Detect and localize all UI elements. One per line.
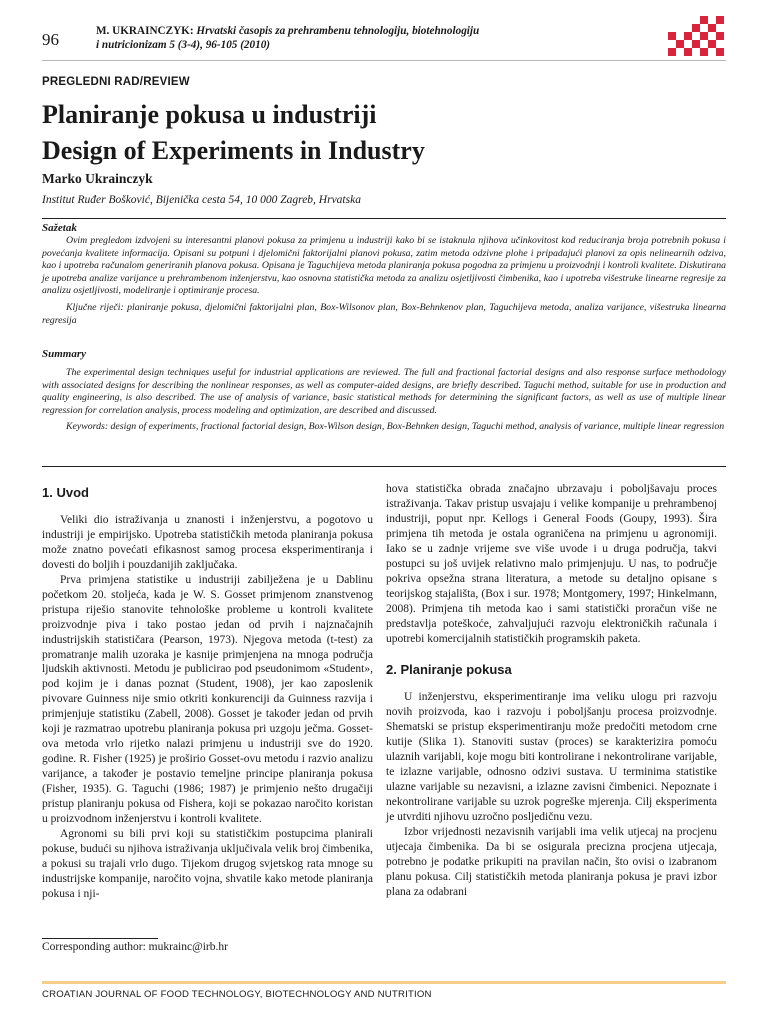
logo-square: [716, 16, 724, 24]
abstract-en: [42, 367, 726, 434]
body-paragraph: Izbor vrijednosti nezavisnih varijabli ima velik utjecaj na procjenu utjecaja čimbenika. Da bi se osigurala precizna procjena utjecaja, potrebno je podatke prikupiti na pravilan način, što ovisi o izabranom planu pokusa. Cilj statističkih metoda planiranja pokusa je pravi izbor plana za odabrani: [386, 826, 717, 898]
logo-square: [684, 48, 692, 56]
logo-square: [676, 40, 684, 48]
abstract-hr: [42, 235, 726, 327]
header-divider: [42, 60, 726, 61]
author-name: Marko Ukrainczyk: [42, 171, 153, 186]
logo-square: [692, 24, 700, 32]
footer-rule: [42, 981, 726, 984]
keywords-hr: Ključne riječi: planiranje pokusa, djelomični faktorijalni plan, Box-Wilsonov plan, Box-Behnkenov plan, Taguchijeva metoda, analiza varijance, višestruka linearna regresija: [42, 301, 726, 326]
logo-square: [668, 48, 676, 56]
title-croatian: Planiranje pokusa u industriji: [42, 100, 377, 129]
logo-square: [684, 32, 692, 40]
article-category: PREGLEDNI RAD/REVIEW: [42, 76, 190, 88]
corresponding-author: Corresponding author: mukrainc@irb.hr: [42, 941, 228, 953]
abstract-en-heading: Summary: [42, 348, 87, 360]
body-paragraph: Veliki dio istraživanja u znanosti i inženjerstvu, a pogotovo u industriji je empirijsko. Upotreba statističkih metoda planiranja pokusa može znatno povećati efikasnost samog procesa eksperimentiranja i dovesti do boljih i pouzdanijih zaključaka.: [42, 513, 373, 571]
footnote-divider: [42, 938, 158, 939]
abstract-hr-heading: Sažetak: [42, 222, 77, 234]
logo-square: [700, 48, 708, 56]
running-header: [96, 24, 536, 52]
journal-citation-line2: i nutricionizam 5 (3-4), 96-105 (2010): [96, 39, 271, 51]
body-left-column: [42, 482, 373, 902]
logo-square: [716, 48, 724, 56]
author-affiliation: Institut Ruđer Bošković, Bijenička cesta 54, 10 000 Zagreb, Hrvatska: [42, 194, 361, 206]
body-paragraph: U inženjerstvu, eksperimentiranje ima veliku ulogu pri razvoju novih proizvoda, kao i razvoju i poboljšanju procesa proizvodnje. Shematski se pristup eksperimentiranju može predočiti metodom crne kutije (Slika 1). Stanoviti sustav (proces) se karakterizira pomoću ulaznih varijabli, koje mogu biti kontrolirane i nekontrolirane varijable, te izlazne varijable, odnosno odzivi sustava. U terminima statistike ulazne varijable su nezavisni, a izlazne zavisni čimbenici. Nepoznate i nekontrolirane varijable su uzrok pogreške mjerenja. Cilj eksperimenta je utvrditi njihovu uzročno posljedičnu vezu.: [386, 691, 717, 824]
body-paragraph: hova statistička obrada značajno ubrzavaju i poboljšavaju proces istraživanja. Takav pristup usvajaju i velike kompanije u prehrambenoj industriji, poput npr. Kellogs i General Foods (Goupy, 1993). Šira primjena tih metoda je ostala ograničena na primjenu u agronomiji. Iako se u zadnje vrijeme sve više uvode i u druga područja, takvi postupci su još uvijek relativno malo primjenjuju. U nas, to područje pokriva opsežna strana literatura, a metode su detaljno opisane s teorijskog stajališta, (Box i sur. 1978; Montgomery, 1997; Hinkelmann, 2008). Primjena tih metoda kao i sami statistički proračun više ne predstavlja poteškoće, zahvaljujući razvoju elektroničkih računala i upotrebi komercijalnih statističkih programskih paketa.: [386, 483, 717, 645]
title-english: Design of Experiments in Industry: [42, 136, 425, 165]
author-ref: M. UKRAINCZYK:: [96, 25, 194, 37]
body-paragraph: Prva primjena statistike u industriji zabilježena je u Dablinu početkom 20. stoljeća, kada je W. S. Gosset primjenom znanstvenog pristupa riješio stanovite tehnološke probleme u kontroli kvalitete proizvodnje piva i tako postao jedan od prvih i najznačajnih industrijskih statističara (Pearson, 1973). Njegova metoda (t-test) za promatranje malih uzoraka je kasnije primjenjena na mnoga područja ljudskih aktivnosti. Metodu je publicirao pod pseudonimom «Student», pod kojim je i danas poznat (Student, 1908), jer kao zaposlenik pivovare Guinness nije smio otkriti konkurenciji da Guinness razvija i primjenjuje statistiku (Zabell, 2008). Gosset je također jedan od prvih koji je razmatrao upotrebu planiranja pokusa pri uzgoju ječma. Gosset-ova metoda vrlo rijetko nalazi primjenu u industriji sve do 1920. godine. R. Fisher (1925) je proširio Gosset-ovu metodu i razvio analizu varijance, a također je postavio temeljne principe planiranja pokusa (Fisher, 1935). G. Taguchi (1986; 1987) je primjenio nešto drugačiji pristup planiranju pokusa od Fishera, koji se pokazao naročito koristan u proizvodnom inženjerstvu i kontroli kvalitete.: [42, 573, 373, 826]
logo-square: [700, 32, 708, 40]
logo-square: [708, 40, 716, 48]
logo-square: [692, 40, 700, 48]
section-2-title: 2. Planiranje pokusa: [386, 662, 512, 678]
abstract-hr-text: Ovim pregledom izdvojeni su interesantni planovi pokusa za primjenu u industriji kako bi se istaknula njihova učinkovitost kod reduciranja broja potrebnih pokusa i povećanja kvalitete informacija. Opisani su potpuni i djelomični faktorijalni planovi pokusa, zatim metoda odzivne plohe i pripadajući planovi za opis nelinearnih odziva, kao i upotreba računalom generiranih planova pokusa. Opisana je Taguchijeva metoda planiranja pokusa pogodna za primjenu u proizvodnji i kontroli kvalitete. Diskutirana je upotreba analize varijance u prehrambenom inženjerstvu, kao osnovna statistička metoda za analizu osjetljivosti čimbenika, kao i upotreba višestruke linearne regresije za analizu osjetljivosti, modeliranje i optimiranje procesa.: [42, 235, 726, 297]
body-right-column: [386, 482, 717, 900]
logo-square: [700, 16, 708, 24]
journal-footer: CROATIAN JOURNAL OF FOOD TECHNOLOGY, BIOTECHNOLOGY AND NUTRITION: [42, 989, 432, 1000]
page-number: 96: [42, 30, 59, 49]
abstract-divider-bottom: [42, 466, 726, 467]
body-paragraph: Agronomi su bili prvi koji su statističkim postupcima planirali pokuse, budući su njihova istraživanja uključivala velik broj čimbenika, a pokusi su trajali vrlo dugo. Tijekom drugog svjetskog rata mnoge su industrijske kompanije, naročito vojna, shvatile kako metode planiranja pokusa i nji-: [42, 827, 373, 900]
journal-citation-line1: Hrvatski časopis za prehrambenu tehnologiju, biotehnologiju: [196, 25, 480, 37]
logo-square: [668, 32, 676, 40]
abstract-divider-top: [42, 218, 726, 219]
logo-square: [708, 24, 716, 32]
keywords-en: Keywords: design of experiments, fractional factorial design, Box-Wilson design, Box-Behnken design, Taguchi method, analysis of variance, multiple linear regression: [66, 421, 725, 433]
journal-logo: [668, 12, 724, 56]
section-1-title: 1. Uvod: [42, 485, 89, 500]
article-title: [42, 97, 732, 169]
abstract-en-text: The experimental design techniques useful for industrial applications are reviewed. The full and fractional factorial designs and also response surface methodology with associated designs for describing the nonlinear responses, as well as computer-aided designs, are briefly described. Taguchi method, suitable for use in production and quality engineering, is also described. The use of analysis of variance, basic statistical methods for determining the significant factors, as well as use of multiple linear regression for correlation analysis, process modeling and optimization, are described and discussed.: [42, 367, 726, 416]
logo-square: [716, 32, 724, 40]
